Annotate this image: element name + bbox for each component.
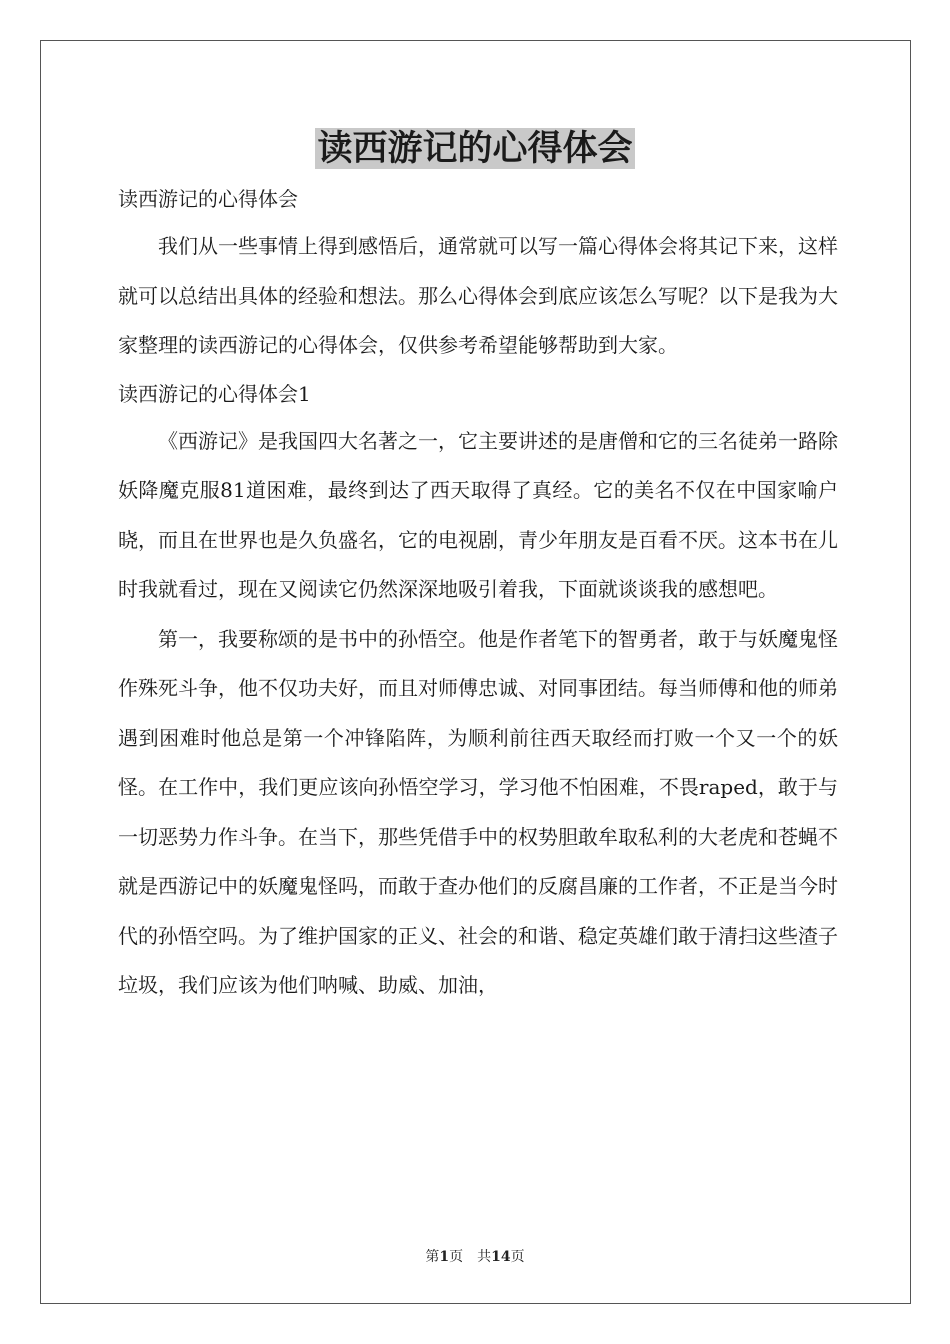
- footer-current-page: 1: [439, 1249, 450, 1265]
- document-title: [0, 124, 950, 174]
- footer-suffix: 页: [510, 1249, 525, 1265]
- footer-total-pages: 14: [491, 1249, 511, 1265]
- document-body: [118, 176, 838, 1011]
- body-paragraph-1: 《西游记》是我国四大名著之一，它主要讲述的是唐僧和它的三名徒弟一路除妖降魔克服81道困难，最终到达了西天取得了真经。它的美名不仅在中国家喻户晓，而且在世界也是久负盛名，它的电视剧，青少年朋友是百看不厌。这本书在儿时我就看过，现在又阅读它仍然深深地吸引着我，下面就谈谈我的感想吧。: [118, 428, 838, 601]
- section-heading: 读西游记的心得体会1: [118, 381, 311, 406]
- footer-prefix: 第: [425, 1249, 440, 1265]
- footer-mid: 页 共: [449, 1249, 492, 1265]
- body-paragraph-2: 第一，我要称颂的是书中的孙悟空。他是作者笔下的智勇者，敢于与妖魔鬼怪作殊死斗争，他不仅功夫好，而且对师傅忠诚、对同事团结。每当师傅和他的师弟遇到困难时他总是第一个冲锋陷阵，为顺利前往西天取经而打败一个又一个的妖怪。在工作中，我们更应该向孙悟空学习，学习他不怕困难，不畏raped，敢于与一切恶势力作斗争。在当下，那些凭借手中的权势胆敢牟取私利的大老虎和苍蝇不就是西游记中的妖魔鬼怪吗，而敢于查办他们的反腐昌廉的工作者，不正是当今时代的孙悟空吗。为了维护国家的正义、社会的和谐、稳定英雄们敢于清扫这些渣子垃圾，我们应该为他们呐喊、助威、加油，: [118, 626, 838, 997]
- intro-paragraph: 我们从一些事情上得到感悟后，通常就可以写一篇心得体会将其记下来，这样就可以总结出具体的经验和想法。那么心得体会到底应该怎么写呢？以下是我为大家整理的读西游记的心得体会，仅供参考希望能够帮助到大家。: [118, 234, 838, 357]
- document-subtitle: 读西游记的心得体会: [118, 187, 298, 211]
- page-footer: [0, 1247, 950, 1267]
- document-title-text: 读西游记的心得体会: [317, 128, 633, 169]
